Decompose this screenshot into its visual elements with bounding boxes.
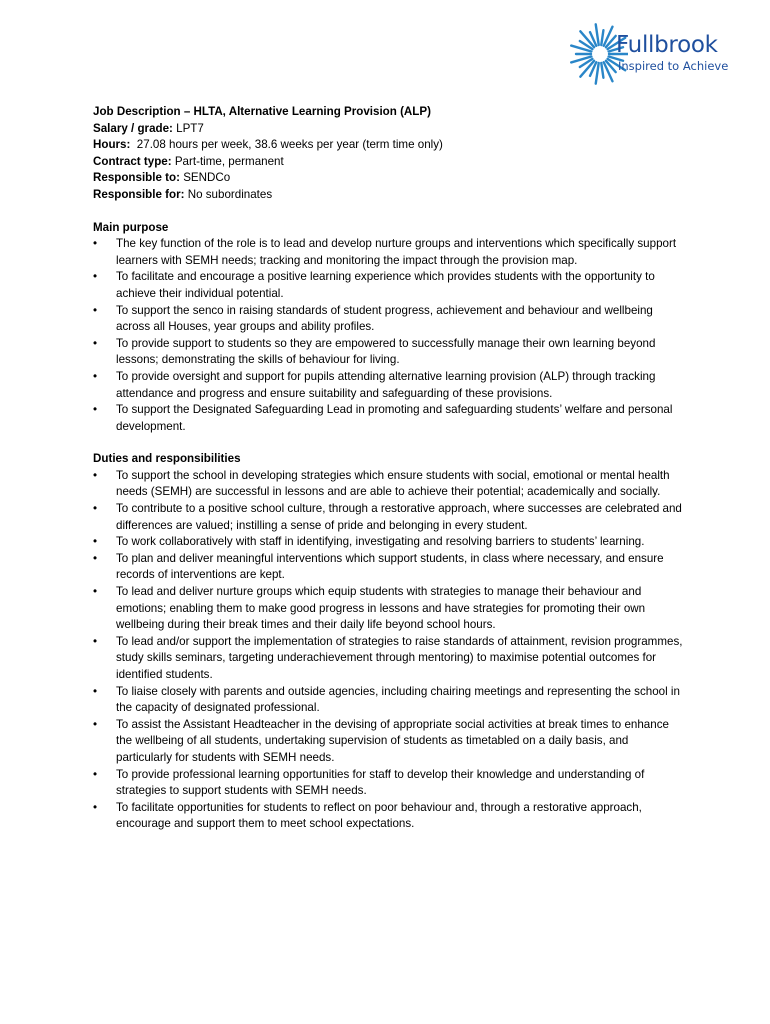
field-salary	[93, 121, 683, 138]
list-item: • To provide oversight and support for pupils attending alternative learning provision (ALP) through tracking attendance and progress and ensure suitability and safeguarding of these provisions.	[93, 369, 683, 402]
logo-tagline: Inspired to Achieve	[618, 59, 729, 73]
school-logo	[566, 14, 756, 94]
list-item: • To lead and deliver nurture groups which equip students with strategies to manage their behaviour and emotions; enabling them to make good progress in lessons and have strategies for promoting their own wellbeing during their break times and their daily life beyond school hours.	[93, 584, 683, 634]
field-label: Responsible to:	[93, 171, 180, 185]
list-item: • To contribute to a positive school culture, through a restorative approach, where successes are celebrated and differences are valued; instilling a sense of pride and belonging in every student.	[93, 501, 683, 534]
main-purpose-heading: Main purpose	[93, 220, 169, 234]
list-item: • To assist the Assistant Headteacher in the devising of appropriate social activities at break times to enhance the wellbeing of all students, undertaking supervision of students as timetabled on a daily basis, and particularly for students with SEMH needs.	[93, 717, 683, 767]
field-contract-type	[93, 154, 683, 171]
list-item: • To support the Designated Safeguarding Lead in promoting and safeguarding students’ welfare and personal development.	[93, 402, 683, 435]
list-item: • To plan and deliver meaningful interventions which support students, in class where necessary, and ensure records of interventions are kept.	[93, 551, 683, 584]
list-item: • To facilitate opportunities for students to reflect on poor behaviour and, through a restorative approach, encourage and support them to meet school expectations.	[93, 800, 683, 833]
field-label: Hours:	[93, 138, 131, 152]
field-value: No subordinates	[184, 187, 273, 201]
field-label: Responsible for:	[93, 187, 185, 201]
list-item: • To facilitate and encourage a positive learning experience which provides students with the opportunity to achieve their individual potential.	[93, 269, 683, 302]
document-body	[93, 104, 683, 833]
field-value: LPT7	[172, 121, 204, 135]
list-item: • To provide support to students so they are empowered to successfully manage their own learning beyond lessons; demonstrating the skills of behaviour for living.	[93, 336, 683, 369]
field-value: 27.08 hours per week, 38.6 weeks per year (term time only)	[130, 138, 443, 152]
list-item: • The key function of the role is to lead and develop nurture groups and interventions which specifically support learners with SEMH needs; tracking and monitoring the impact through the provision map.	[93, 236, 683, 269]
logo-name: Fullbrook	[616, 32, 718, 58]
list-item: • To support the senco in raising standards of student progress, achievement and behaviour and wellbeing across all Houses, year groups and ability profiles.	[93, 303, 683, 336]
field-value: Part-time, permanent	[171, 154, 284, 168]
field-hours	[93, 137, 683, 154]
list-item: • To support the school in developing strategies which ensure students with social, emotional or mental health needs (SEMH) are successful in lessons and are able to achieve their potential; academically and socially.	[93, 468, 683, 501]
field-value: SENDCo	[179, 171, 231, 185]
field-label: Salary / grade:	[93, 121, 173, 135]
duties-list	[93, 468, 683, 833]
duties-heading: Duties and responsibilities	[93, 452, 241, 466]
list-item: • To lead and/or support the implementation of strategies to raise standards of attainment, revision programmes, study skills seminars, targeting underachievement through mentoring) to maximise potential outcomes for identified students.	[93, 634, 683, 684]
field-label: Contract type:	[93, 154, 172, 168]
list-item: • To liaise closely with parents and outside agencies, including chairing meetings and representing the school in the capacity of designated professional.	[93, 684, 683, 717]
document-title: Job Description – HLTA, Alternative Learning Provision (ALP)	[93, 105, 431, 118]
field-responsible-to	[93, 170, 683, 187]
main-purpose-list	[93, 236, 683, 435]
list-item: • To provide professional learning opportunities for staff to develop their knowledge and understanding of strategies to support students with SEMH needs.	[93, 767, 683, 800]
list-item: • To work collaboratively with staff in identifying, investigating and resolving barriers to students’ learning.	[93, 534, 683, 551]
field-responsible-for	[93, 187, 683, 204]
